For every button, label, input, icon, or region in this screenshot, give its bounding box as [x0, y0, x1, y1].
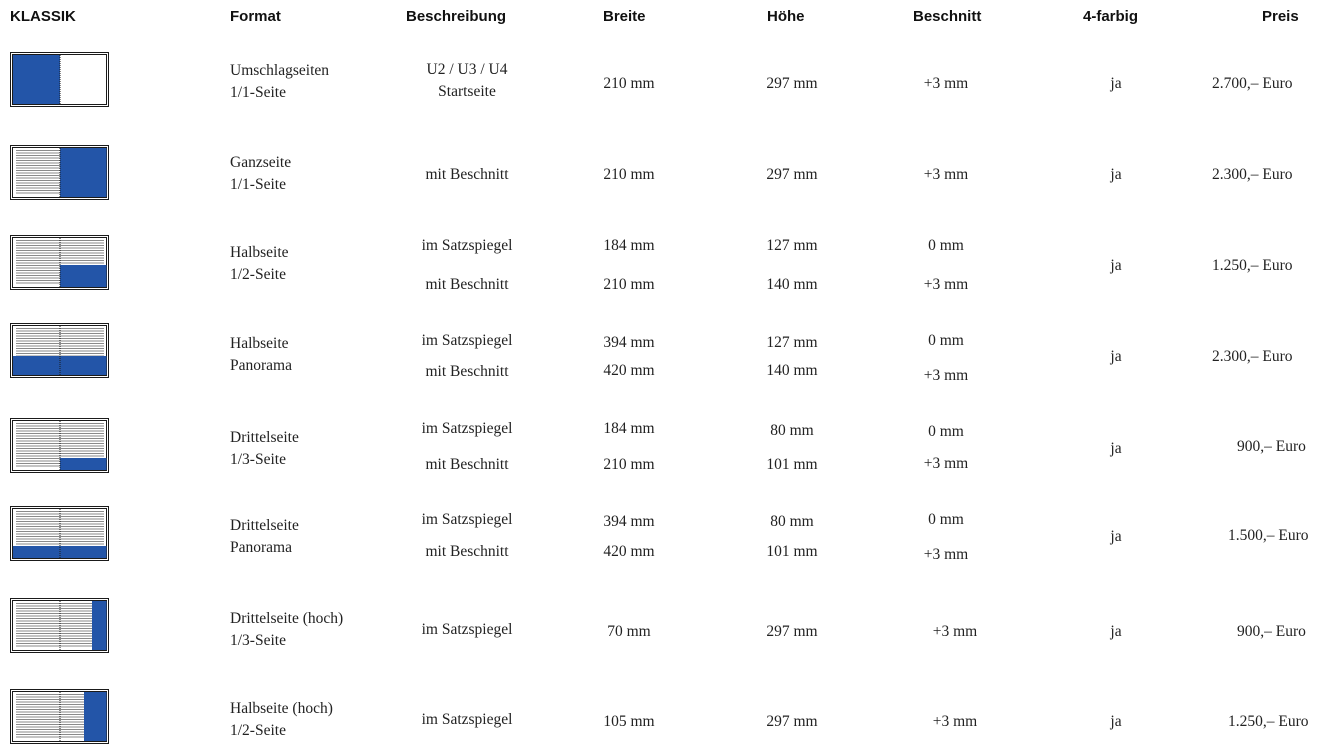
beschreibung-value: im Satzspiegel	[421, 332, 513, 349]
beschreibung-value: mit Beschnitt	[425, 363, 509, 380]
breite-value: 210 mm	[603, 456, 655, 473]
table-row	[0, 508, 1332, 568]
format-cell	[230, 608, 343, 652]
format-cell	[230, 60, 329, 104]
format-thumbnail-icon	[10, 506, 109, 561]
farbig-value: ja	[1110, 528, 1122, 545]
format-cell	[230, 242, 289, 286]
format-name: Halbseite	[230, 335, 289, 352]
table-row	[0, 600, 1332, 660]
format-size: 1/2-Seite	[230, 722, 286, 739]
format-cell	[230, 333, 292, 377]
hoehe-value: 127 mm	[766, 237, 818, 254]
format-size: Panorama	[230, 539, 292, 556]
hoehe-value: 297 mm	[766, 713, 818, 730]
farbig-value: ja	[1110, 75, 1122, 92]
breite-value: 210 mm	[603, 276, 655, 293]
breite-value: 394 mm	[603, 334, 655, 351]
farbig-value: ja	[1110, 713, 1122, 730]
preis-value: 900,– Euro	[1237, 438, 1306, 455]
format-name: Halbseite	[230, 244, 289, 261]
beschreibung-value: mit Beschnitt	[425, 456, 509, 473]
header-klassik: KLASSIK	[10, 8, 76, 25]
format-cell	[230, 698, 333, 742]
table-row	[0, 52, 1332, 112]
format-thumbnail-icon	[10, 52, 109, 107]
preis-value: 2.700,– Euro	[1212, 75, 1293, 92]
header-beschnitt: Beschnitt	[913, 8, 982, 25]
format-name: Halbseite (hoch)	[230, 700, 333, 717]
breite-value: 210 mm	[603, 166, 655, 183]
farbig-value: ja	[1110, 440, 1122, 457]
beschreibung-value: im Satzspiegel	[421, 511, 513, 528]
format-cell	[230, 427, 299, 471]
beschnitt-value: 0 mm	[928, 332, 964, 349]
header-format: Format	[230, 8, 281, 25]
hoehe-value: 101 mm	[766, 543, 818, 560]
hoehe-value: 80 mm	[770, 422, 814, 439]
beschreibung-value: mit Beschnitt	[425, 276, 509, 293]
beschreibung-value: im Satzspiegel	[421, 237, 513, 254]
header-hoehe: Höhe	[767, 8, 805, 25]
beschnitt-value: +3 mm	[932, 713, 978, 730]
farbig-value: ja	[1110, 348, 1122, 365]
farbig-value: ja	[1110, 166, 1122, 183]
hoehe-value: 127 mm	[766, 334, 818, 351]
beschreibung-value: im Satzspiegel	[421, 420, 513, 437]
format-thumbnail-icon	[10, 689, 109, 744]
hoehe-value: 80 mm	[770, 513, 814, 530]
breite-value: 105 mm	[603, 713, 655, 730]
preis-value: 2.300,– Euro	[1212, 348, 1293, 365]
preis-value: 1.250,– Euro	[1212, 257, 1293, 274]
beschnitt-value: +3 mm	[923, 455, 969, 472]
hoehe-value: 101 mm	[766, 456, 818, 473]
header-breite: Breite	[603, 8, 646, 25]
format-name: Drittelseite	[230, 517, 299, 534]
header-preis: Preis	[1262, 8, 1299, 25]
format-name: Ganzseite	[230, 154, 292, 171]
table-row	[0, 692, 1332, 752]
hoehe-value: 297 mm	[766, 623, 818, 640]
beschnitt-value: 0 mm	[928, 423, 964, 440]
format-size: 1/1-Seite	[230, 84, 286, 101]
preis-value: 1.500,– Euro	[1228, 527, 1309, 544]
table-row	[0, 145, 1332, 205]
beschnitt-value: 0 mm	[928, 237, 964, 254]
format-size: 1/1-Seite	[230, 176, 286, 193]
format-size: Panorama	[230, 357, 292, 374]
table-row	[0, 420, 1332, 480]
table-row	[0, 235, 1332, 295]
beschreibung-value: im Satzspiegel	[421, 621, 513, 638]
format-name: Umschlagseiten	[230, 62, 330, 79]
beschnitt-value: +3 mm	[923, 75, 969, 92]
format-thumbnail-icon	[10, 235, 109, 290]
farbig-value: ja	[1110, 257, 1122, 274]
format-name: Drittelseite	[230, 429, 299, 446]
beschreibung-value: im Satzspiegel	[421, 711, 513, 728]
beschnitt-value: +3 mm	[923, 546, 969, 563]
format-cell	[230, 152, 291, 196]
beschnitt-value: +3 mm	[932, 623, 978, 640]
breite-value: 184 mm	[603, 237, 655, 254]
hoehe-value: 297 mm	[766, 166, 818, 183]
format-cell	[230, 515, 299, 559]
beschnitt-value: +3 mm	[923, 166, 969, 183]
beschreibung-cell	[372, 59, 562, 103]
beschreibung-line: Startseite	[438, 83, 496, 100]
format-size: 1/3-Seite	[230, 632, 286, 649]
breite-value: 70 mm	[607, 623, 651, 640]
beschnitt-value: +3 mm	[923, 276, 969, 293]
beschnitt-value: +3 mm	[923, 367, 969, 384]
breite-value: 420 mm	[603, 362, 655, 379]
beschreibung-value: mit Beschnitt	[425, 543, 509, 560]
format-thumbnail-icon	[10, 323, 109, 378]
table-row	[0, 323, 1332, 383]
beschreibung-value: mit Beschnitt	[425, 166, 509, 183]
breite-value: 210 mm	[603, 75, 655, 92]
format-size: 1/3-Seite	[230, 451, 286, 468]
format-thumbnail-icon	[10, 145, 109, 200]
hoehe-value: 297 mm	[766, 75, 818, 92]
preis-value: 900,– Euro	[1237, 623, 1306, 640]
header-beschreibung: Beschreibung	[406, 8, 507, 25]
beschreibung-line: U2 / U3 / U4	[426, 61, 508, 78]
preis-value: 1.250,– Euro	[1228, 713, 1309, 730]
breite-value: 420 mm	[603, 543, 655, 560]
hoehe-value: 140 mm	[766, 362, 818, 379]
format-size: 1/2-Seite	[230, 266, 286, 283]
preis-value: 2.300,– Euro	[1212, 166, 1293, 183]
hoehe-value: 140 mm	[766, 276, 818, 293]
beschnitt-value: 0 mm	[928, 511, 964, 528]
farbig-value: ja	[1110, 623, 1122, 640]
format-name: Drittelseite (hoch)	[230, 610, 344, 627]
format-thumbnail-icon	[10, 418, 109, 473]
breite-value: 184 mm	[603, 420, 655, 437]
breite-value: 394 mm	[603, 513, 655, 530]
format-thumbnail-icon	[10, 598, 109, 653]
header-4-farbig: 4-farbig	[1083, 8, 1139, 25]
